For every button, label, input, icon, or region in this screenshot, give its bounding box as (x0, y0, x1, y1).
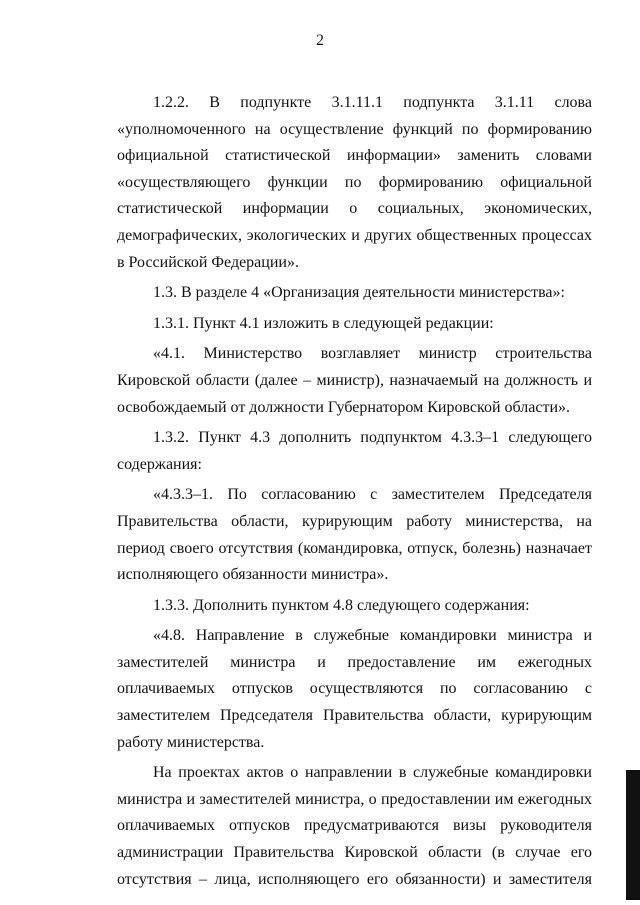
paragraph-1-3: 1.3. В разделе 4 «Организация деятельности министерства»: (153, 284, 565, 302)
paragraph-1-3-3: 1.3.3. Дополнить пунктом 4.8 следующего содержания: (153, 596, 530, 614)
paragraph-quote-4-1: «4.1. Министерство возглавляет министр строительства Кировской области (далее – министр), назначаемый на должность и освобождаемый от должности Губернатором Кировской области». (117, 345, 592, 416)
paragraph-1-3-1: 1.3.1. Пункт 4.1 изложить в следующей редакции: (153, 314, 494, 332)
paragraph-quote-4-8: «4.8. Направление в служебные командировки министра и заместителей министра и предоставление им ежегодных оплачиваемых отпусков осуществляются по согласованию с заместителем Председателя Правительства области, курирующим работу министерства. (117, 627, 592, 751)
scan-edge-mark (626, 770, 640, 900)
paragraph-1-2-2: 1.2.2. В подпункте 3.1.11.1 подпункта 3.1.11 слова «уполномоченного на осуществление функций по формированию официальной статистической информации» заменить словами «осуществляющего функции по формированию официальной статистической информации о социальных, экономических, демографических, экологических и других общественных процессах в Российской Федерации». (117, 94, 592, 271)
paragraph-visas: На проектах актов о направлении в служебные командировки министра и заместителей министра, о предоставлении им ежегодных оплачиваемых отпусков предусматриваются визы руководителя администрации Правительства Кировской области (в случае его отсутствия – лица, исполняющего его обязанности) и заместителя (117, 764, 592, 888)
document-body (117, 90, 592, 893)
paragraph-quote-4-3-3-1: «4.3.3–1. По согласованию с заместителем Председателя Правительства области, курирующим работу министерства, на период своего отсутствия (командировка, отпуск, болезнь) назначает исполняющего обязанности министра». (117, 486, 592, 584)
page-number: 2 (316, 32, 324, 49)
paragraph-1-3-2: 1.3.2. Пункт 4.3 дополнить подпунктом 4.3.3–1 следующего содержания: (117, 429, 592, 473)
